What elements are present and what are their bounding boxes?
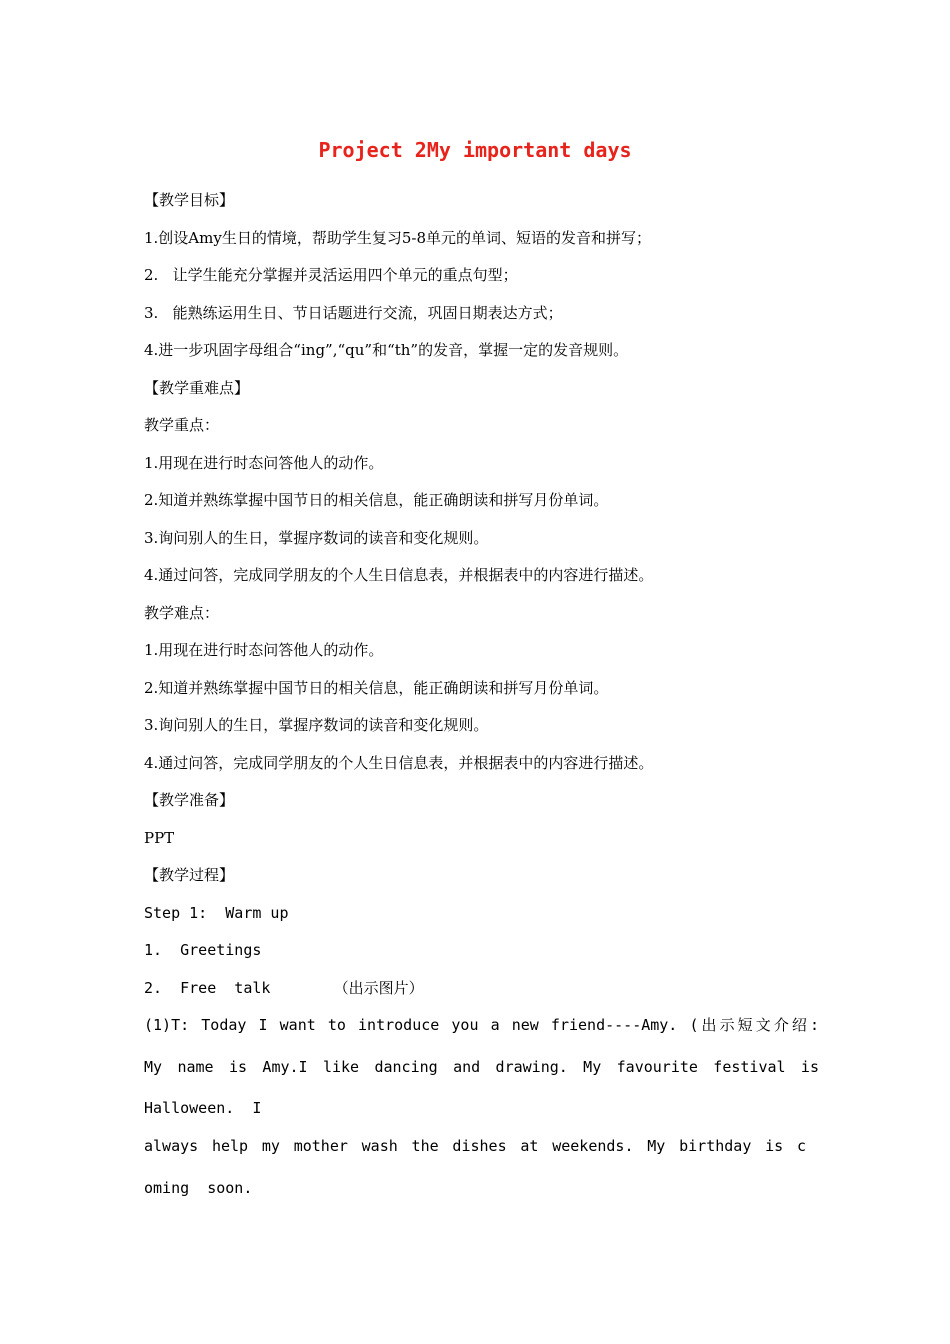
preparation-item: PPT bbox=[144, 829, 175, 847]
section-heading-key-points: 【教学重难点】 bbox=[144, 379, 250, 397]
paragraph-line-3: Halloween. I bbox=[144, 1099, 262, 1117]
difficulty-1: 1.用现在进行时态问答他人的动作。 bbox=[144, 641, 384, 659]
section-heading-preparation: 【教学准备】 bbox=[144, 791, 235, 809]
paragraph-line-5: oming soon. bbox=[144, 1179, 253, 1197]
section-heading-process: 【教学过程】 bbox=[144, 866, 235, 884]
key-point-2: 2.知道并熟练掌握中国节日的相关信息，能正确朗读和拼写月份单词。 bbox=[144, 491, 609, 509]
difficulty-2: 2.知道并熟练掌握中国节日的相关信息，能正确朗读和拼写月份单词。 bbox=[144, 679, 609, 697]
step-item-free-talk: 2. Free talk （出示图片） bbox=[144, 979, 424, 997]
key-point-3: 3.询问别人的生日，掌握序数词的读音和变化规则。 bbox=[144, 529, 489, 547]
section-heading-objectives: 【教学目标】 bbox=[144, 191, 235, 209]
objective-4: 4.进一步巩固字母组合“ing”,“qu”和“th”的发音，掌握一定的发音规则。 bbox=[144, 341, 629, 359]
difficulty-3: 3.询问别人的生日，掌握序数词的读音和变化规则。 bbox=[144, 716, 489, 734]
step-1-heading: Step 1: Warm up bbox=[144, 904, 289, 922]
document-title: Project 2My important days bbox=[318, 138, 632, 162]
subheading-key-points: 教学重点： bbox=[144, 416, 220, 434]
paragraph-line-4: always help my mother wash the dishes at weekends. My birthday is c bbox=[144, 1137, 806, 1155]
difficulty-4: 4.通过问答，完成同学朋友的个人生日信息表，并根据表中的内容进行描述。 bbox=[144, 754, 654, 772]
step-item-greetings: 1. Greetings bbox=[144, 941, 262, 959]
objective-3: 3. 能熟练运用生日、节日话题进行交流，巩固日期表达方式； bbox=[144, 304, 563, 322]
objective-2: 2. 让学生能充分掌握并灵活运用四个单元的重点句型； bbox=[144, 266, 518, 284]
subheading-difficulties: 教学难点： bbox=[144, 604, 220, 622]
objective-1: 1.创设Amy生日的情境，帮助学生复习5-8单元的单词、短语的发音和拼写； bbox=[144, 229, 652, 247]
key-point-1: 1.用现在进行时态问答他人的动作。 bbox=[144, 454, 384, 472]
paragraph-line-2: My name is Amy.I like dancing and drawing. My favourite festival is bbox=[144, 1058, 819, 1076]
key-point-4: 4.通过问答，完成同学朋友的个人生日信息表，并根据表中的内容进行描述。 bbox=[144, 566, 654, 584]
paragraph-line-1: (1)T: Today I want to introduce you a new friend----Amy. (出示短文介绍: bbox=[144, 1016, 819, 1034]
